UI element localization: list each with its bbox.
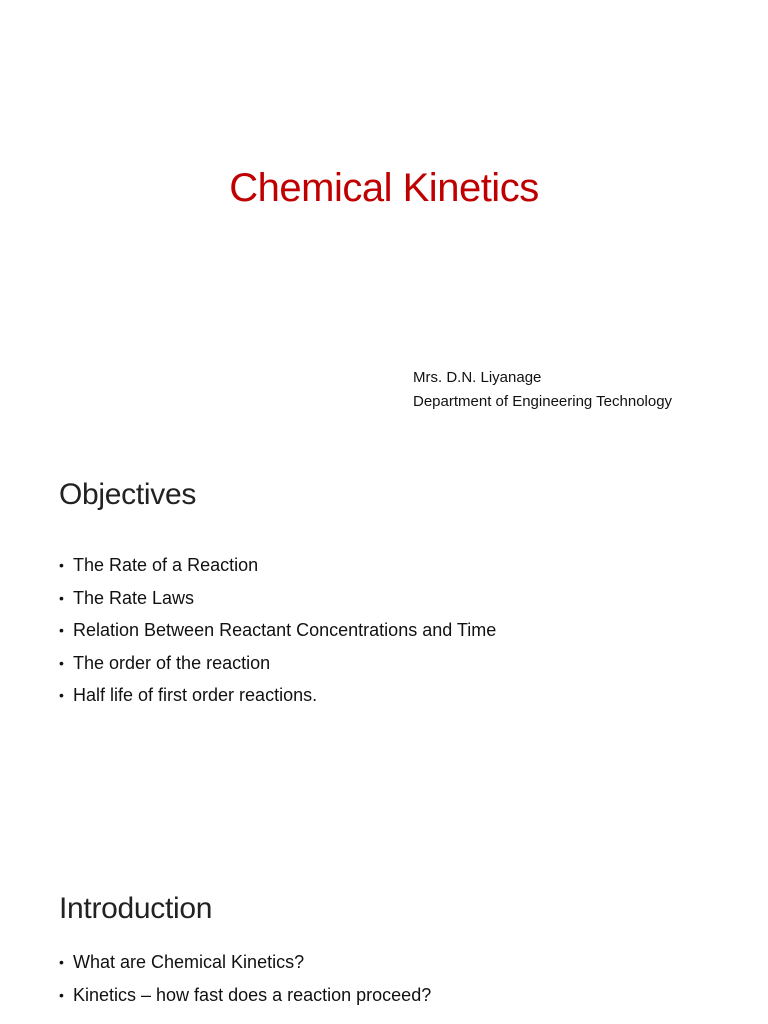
- bullet-icon: •: [59, 654, 64, 671]
- introduction-list: [59, 946, 431, 1011]
- objectives-list: [59, 549, 496, 712]
- list-item-text: What are Chemical Kinetics?: [73, 952, 305, 972]
- list-item: [59, 647, 496, 680]
- bullet-icon: •: [59, 557, 64, 573]
- objectives-slide: [0, 440, 768, 872]
- author-name: Mrs. D.N. Liyanage: [413, 369, 542, 386]
- list-item: [59, 582, 496, 615]
- list-item: [59, 614, 496, 647]
- list-item: [59, 549, 496, 582]
- bullet-icon: •: [59, 986, 64, 1003]
- bullet-icon: •: [59, 622, 64, 638]
- list-item-text: The order of the reaction: [73, 652, 271, 673]
- title-slide: [0, 0, 768, 440]
- list-item-text: Half life of first order reactions.: [73, 685, 318, 705]
- bullet-icon: •: [59, 589, 64, 606]
- introduction-heading: Introduction: [59, 892, 213, 925]
- list-item-text: Relation Between Reactant Concentrations and Time: [73, 620, 497, 640]
- bullet-icon: •: [59, 954, 64, 970]
- list-item: [59, 979, 431, 1012]
- slide-title: Chemical Kinetics: [229, 166, 539, 210]
- introduction-slide: [0, 872, 768, 1024]
- author-block: [413, 366, 672, 414]
- list-item-text: Kinetics – how fast does a reaction proceed?: [73, 984, 432, 1005]
- objectives-heading: Objectives: [59, 478, 197, 511]
- bullet-icon: •: [59, 687, 64, 703]
- list-item-text: The Rate of a Reaction: [73, 555, 259, 575]
- author-department: Department of Engineering Technology: [413, 393, 673, 410]
- list-item-text: The Rate Laws: [73, 587, 195, 608]
- list-item: [59, 946, 431, 979]
- list-item: [59, 679, 496, 712]
